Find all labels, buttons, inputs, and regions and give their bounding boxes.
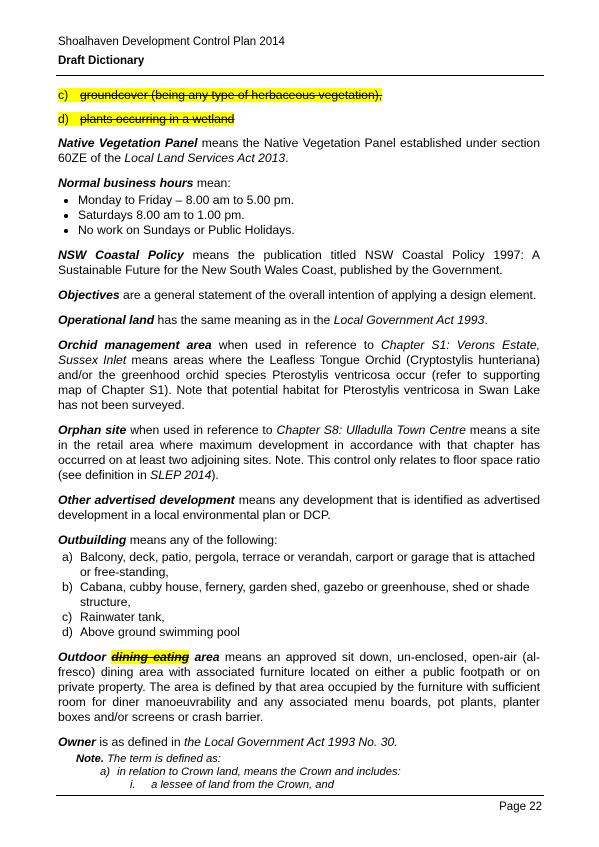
definition-native-vegetation-panel: Native Vegetation Panel means the Native Vegetation Panel established under section 60ZE of the Local Land Services Act 2013.	[58, 136, 540, 165]
list-item: c) Rainwater tank,	[62, 610, 165, 624]
definition-owner: Owner is as defined in the Local Government Act 1993 No. 30.	[58, 735, 398, 749]
list-item: • Monday to Friday – 8.00 am to 5.00 pm.	[78, 193, 540, 208]
document-section: Draft Dictionary	[58, 55, 145, 67]
definition-orphan-site: Orphan site when used in reference to Chapter S8: Ulladulla Town Centre means a site in the retail area where maximum development in accordance with that chapter has occurred on at least two adjoining sites. Note. This control only relates to floor space ratio (see definition in SLEP 2014).	[58, 423, 540, 482]
outbuilding-list	[58, 550, 540, 640]
definition-operational-land: Operational land has the same meaning as in the Local Government Act 1993.	[58, 313, 488, 327]
main-content	[58, 88, 540, 792]
definition-other-advertised-development: Other advertised development means any development that is identified as advertised development in a local environmental plan or DCP.	[58, 493, 541, 522]
deleted-list-item: c) groundcover (being any type of herbaceous vegetation),	[58, 88, 383, 102]
definition-term: Other advertised development	[58, 493, 235, 507]
definition-term: Orphan site	[58, 423, 127, 437]
business-hours-list	[58, 193, 540, 238]
page-number: Page 22	[499, 801, 542, 813]
definition-normal-business-hours: Normal business hours mean:	[58, 176, 231, 190]
definition-term: Orchid management area	[58, 338, 212, 352]
definition-outbuilding: Outbuilding means any of the following:	[58, 533, 278, 547]
deleted-list-item: d) plants occurring in a wetland	[58, 112, 235, 126]
definition-orchid-management-area: Orchid management area when used in reference to Chapter S1: Verons Estate, Sussex Inlet means areas where the Leafless Tongue Orchid (Cryptostylis hunteriana) and/or the greenhood orchid species Pterostylis ventricosa occur (refer to supporting map of Chapter S1). Note that potential habitat for Pterostylis ventricosa in Swan Lake has not been surveyed.	[58, 338, 540, 412]
definition-term: Normal business hours	[58, 176, 194, 190]
definition-term: Objectives	[58, 288, 120, 302]
list-item: b) Cabana, cubby house, fernery, garden shed, gazebo or greenhouse, shed or shade structure,	[62, 580, 530, 609]
definition-outdoor-dining-area: Outdoor dining eating area means an approved sit down, un-enclosed, open-air (al-fresco) dining area with associated furniture located on either a public footpath or on private property. The area is defined by that area occupied by the furniture with sufficient room for diner manoeuvrability and any associated menu boards, pot plants, planter boxes and/or screens or crash barrier.	[58, 650, 540, 724]
list-item: a) Balcony, deck, patio, pergola, terrace or verandah, carport or garage that is attached or free-standing,	[62, 550, 536, 579]
struck-term-text: dining eating	[111, 650, 190, 664]
list-item: • No work on Sundays or Public Holidays.	[78, 223, 540, 238]
owner-note: Note. The term is defined as:	[76, 753, 221, 765]
definition-term: Native Vegetation Panel	[58, 136, 198, 150]
definition-objectives: Objectives are a general statement of the overall intention of applying a design element.	[58, 288, 537, 302]
document-title: Shoalhaven Development Control Plan 2014	[58, 36, 285, 48]
list-item: • Saturdays 8.00 am to 1.00 pm.	[78, 208, 540, 223]
definition-term: NSW Coastal Policy	[58, 248, 184, 262]
owner-note-sub-i: i. a lessee of land from the Crown, and	[130, 779, 334, 791]
definition-term: Operational land	[58, 313, 155, 327]
header-rule	[56, 75, 544, 76]
definition-term: Outdoor dining eating area	[58, 650, 220, 664]
owner-note-sub-a: a) in relation to Crown land, means the Crown and includes:	[100, 766, 401, 778]
footer-rule	[56, 795, 544, 796]
definition-term: Owner	[58, 735, 96, 749]
definition-nsw-coastal-policy: NSW Coastal Policy means the publication titled NSW Coastal Policy 1997: A Sustainable Future for the New South Wales Coast, published by the Government.	[58, 248, 540, 277]
list-item: d) Above ground swimming pool	[62, 625, 240, 639]
definition-term: Outbuilding	[58, 533, 127, 547]
